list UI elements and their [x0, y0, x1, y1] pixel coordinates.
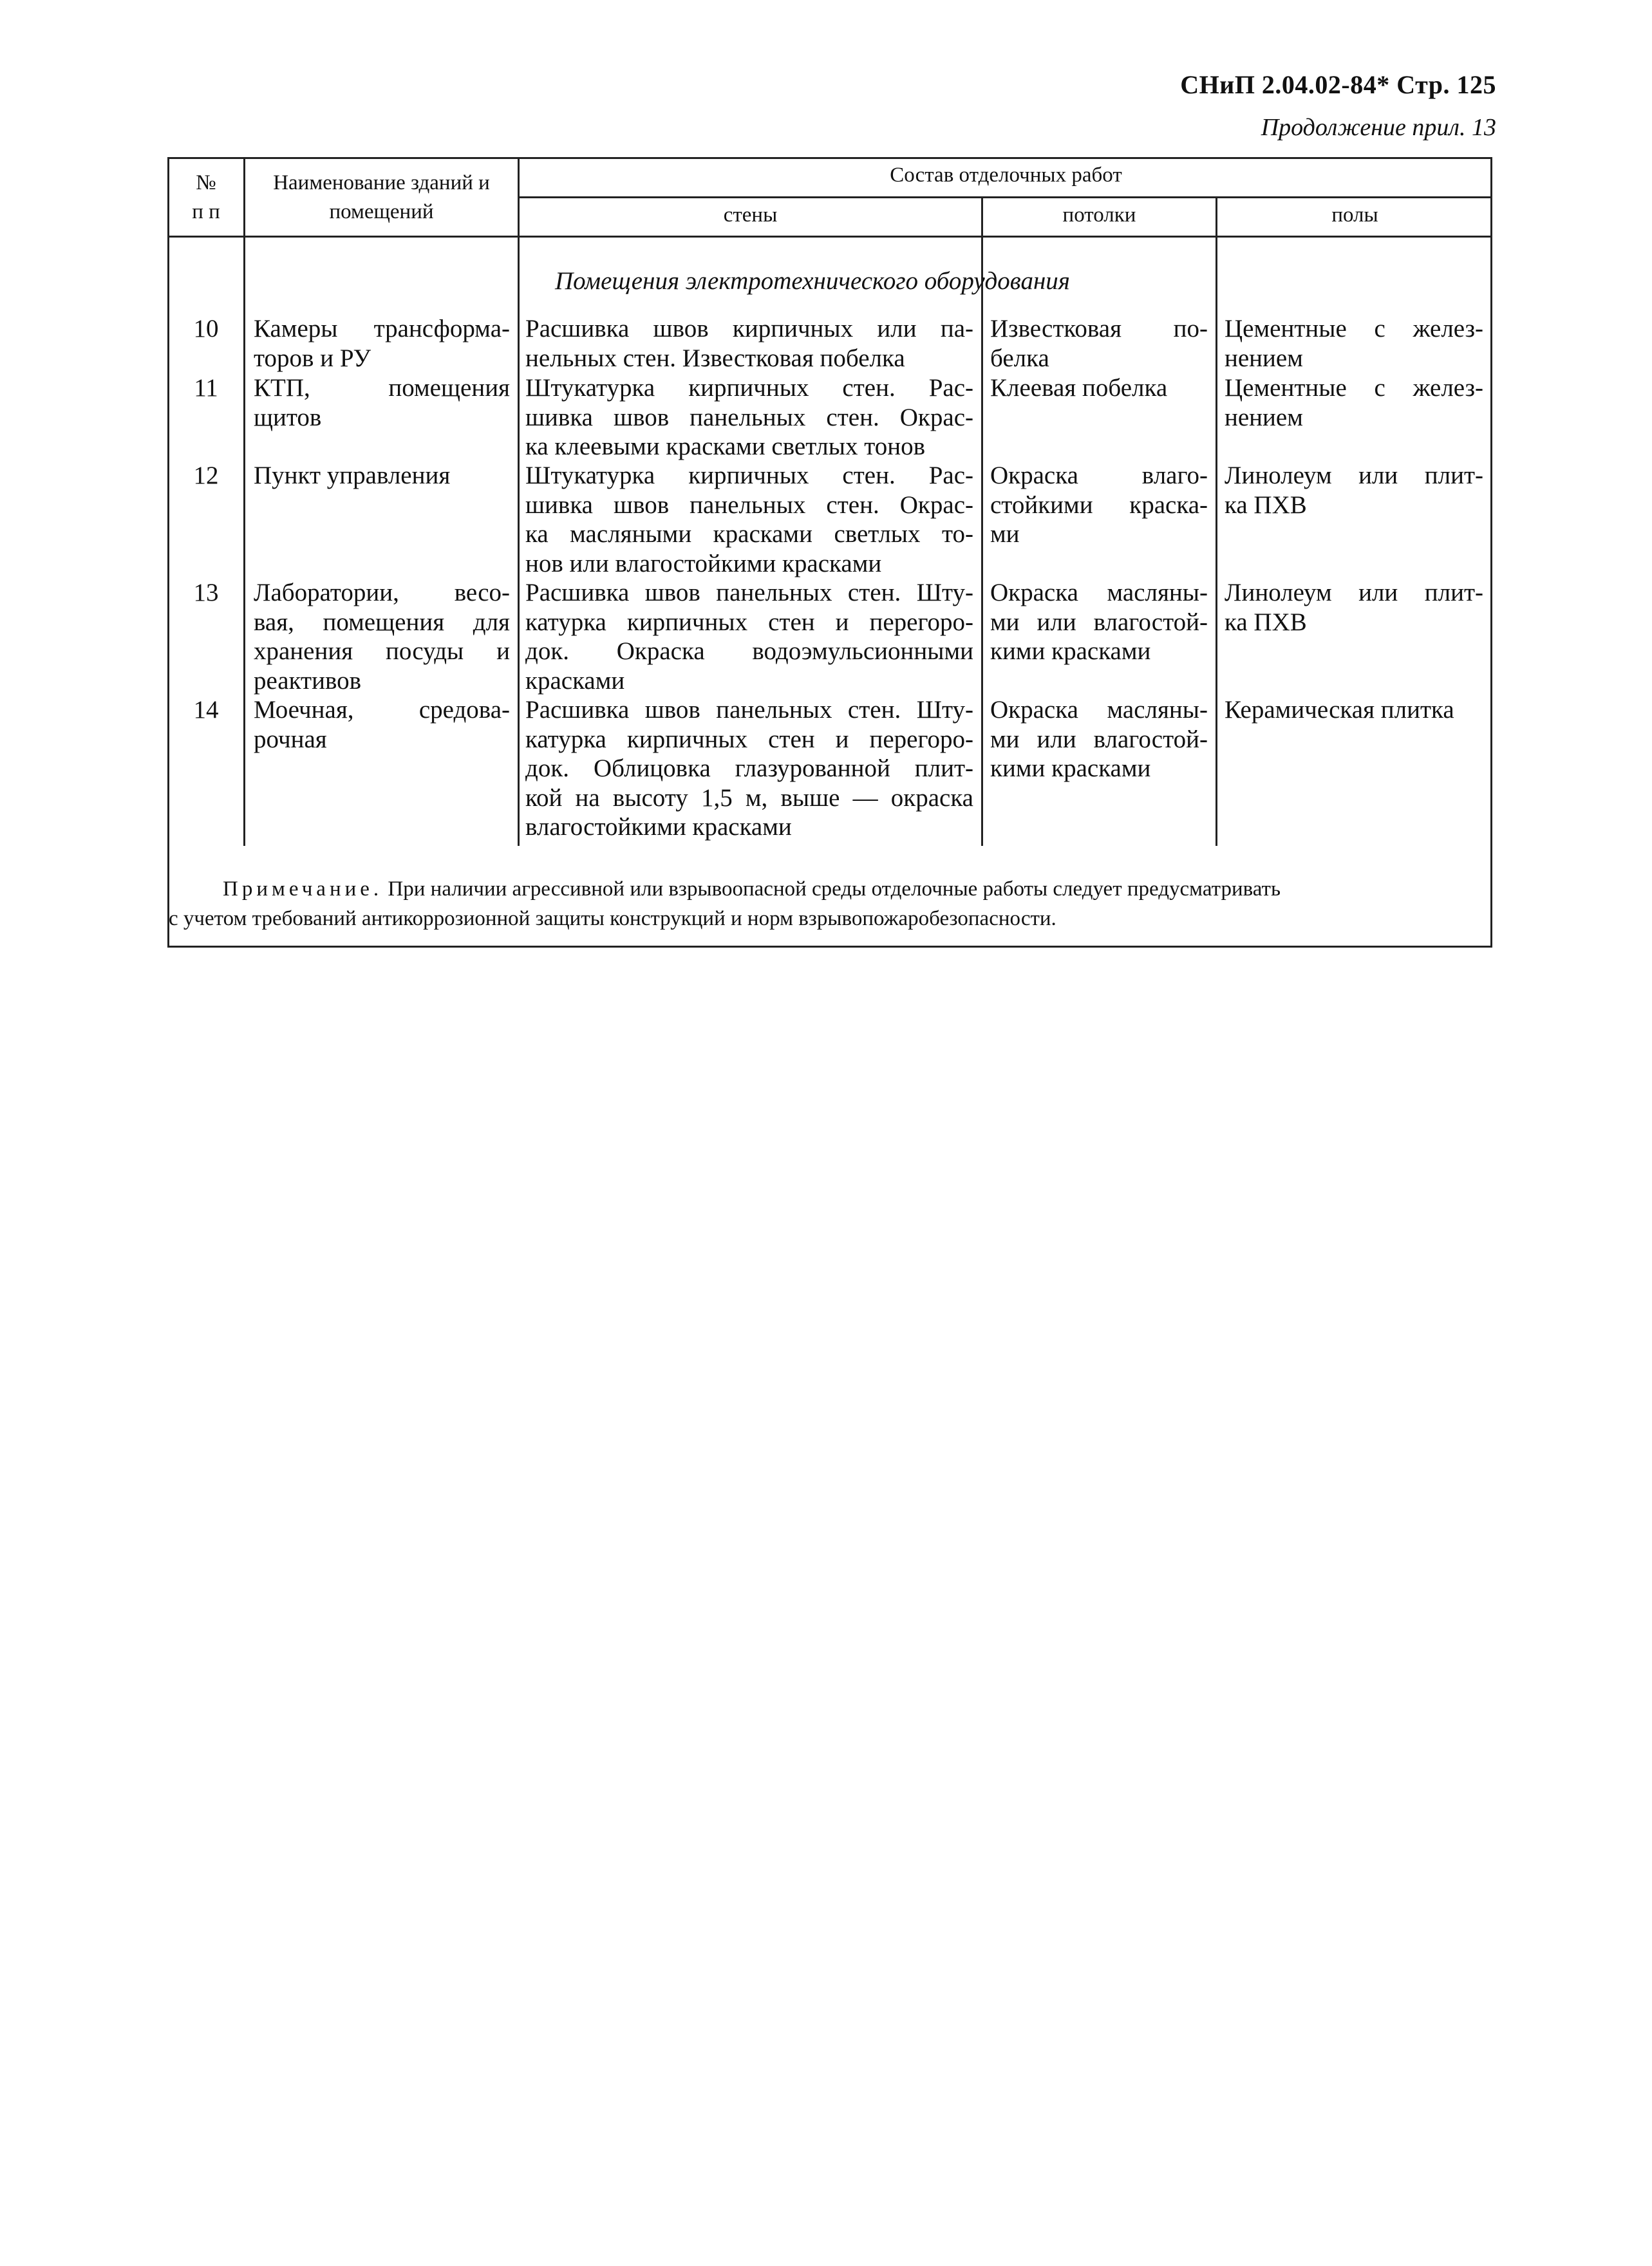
cell-walls-line: док. Облицовка глазурованной плит- [525, 754, 973, 782]
group-header-divider [518, 196, 1491, 198]
cell-ceilings [990, 373, 1208, 403]
cell-walls-line: красками [525, 666, 625, 695]
header-num-line: п п [192, 200, 220, 223]
cell-ceilings-line: Окраска масляны- [990, 579, 1208, 606]
cell-name [254, 461, 510, 491]
document-code: СНиП 2.04.02-84* Стр. 125 [1180, 70, 1496, 99]
row-number: 10 [193, 315, 219, 342]
header-floors: полы [1331, 203, 1378, 227]
cell-ceilings-line: стойкими краска- [990, 491, 1208, 519]
row-number: 12 [193, 462, 219, 489]
cell-floors [1225, 373, 1483, 432]
cell-ceilings-line: Известковая по- [990, 315, 1208, 342]
cell-floors-line: нением [1225, 403, 1303, 431]
cell-name-line: Камеры трансформа- [254, 315, 510, 342]
cell-name-line: хранения посуды и [254, 637, 510, 665]
header-name [245, 169, 518, 226]
row-number: 13 [193, 579, 219, 606]
footnote-label: Примечание. [223, 877, 383, 901]
cell-walls-line: Расшивка швов кирпичных или па- [525, 315, 973, 342]
col-divider-ceilings [1216, 196, 1217, 846]
cell-walls-line: катурка кирпичных стен и перегоро- [525, 608, 973, 636]
cell-floors-line: ка ПХВ [1225, 608, 1307, 636]
cell-ceilings-line: белка [990, 344, 1049, 372]
cell-walls [525, 461, 973, 578]
section-title: Помещения электротехнического оборудования [555, 267, 1070, 295]
header-walls: стены [723, 203, 778, 227]
cell-walls [525, 695, 973, 842]
col-divider-num [243, 157, 245, 846]
cell-walls-line: ка масляными красками светлых то- [525, 520, 973, 548]
col-divider-name [518, 157, 520, 846]
cell-floors-line: Цементные с желез- [1225, 315, 1483, 342]
cell-walls-line: нельных стен. Известковая побелка [525, 344, 905, 372]
cell-ceilings-line: Клеевая побелка [990, 374, 1168, 402]
header-num [169, 169, 243, 226]
cell-floors-line: ка ПХВ [1225, 491, 1307, 519]
cell-walls-line: ка клеевыми красками светлых тонов [525, 433, 926, 460]
footnote [169, 874, 1490, 933]
cell-walls-line: шивка швов панельных стен. Окрас- [525, 403, 973, 431]
cell-walls [525, 373, 973, 462]
footnote-line: с учетом требований антикоррозионной защиты конструкций и норм взрывопожаробезопасности. [169, 907, 1056, 930]
cell-walls [525, 314, 973, 373]
cell-name [254, 373, 510, 432]
row-number: 14 [193, 696, 219, 724]
cell-walls-line: Расшивка швов панельных стен. Шту- [525, 579, 973, 606]
continuation-label: Продолжение прил. 13 [1261, 114, 1496, 141]
cell-walls-line: Расшивка швов панельных стен. Шту- [525, 696, 973, 724]
cell-ceilings [990, 695, 1208, 783]
cell-walls-line: кой на высоту 1,5 м, выше — окраска [525, 783, 973, 812]
cell-name-line: Лаборатории, весо- [254, 579, 510, 606]
cell-ceilings [990, 578, 1208, 666]
cell-floors [1225, 314, 1483, 373]
cell-name-line: торов и РУ [254, 344, 371, 372]
cell-walls-line: Штукатурка кирпичных стен. Рас- [525, 374, 973, 402]
cell-walls-line: катурка кирпичных стен и перегоро- [525, 725, 973, 753]
cell-floors-line: Цементные с желез- [1225, 374, 1483, 402]
cell-name-line: щитов [254, 403, 322, 431]
cell-ceilings-line: Окраска влаго- [990, 462, 1208, 489]
cell-ceilings-line: кими красками [990, 637, 1151, 665]
cell-name [254, 314, 510, 373]
cell-name-line: Пункт управления [254, 462, 451, 489]
cell-floors [1225, 695, 1483, 725]
cell-ceilings-line: Окраска масляны- [990, 696, 1208, 724]
row-number: 11 [194, 374, 218, 402]
cell-walls-line: нов или влагостойкими красками [525, 549, 882, 577]
cell-walls-line: влагостойкими красками [525, 813, 792, 841]
cell-walls-line: Штукатурка кирпичных стен. Рас- [525, 462, 973, 489]
cell-name-line: КТП, помещения [254, 374, 510, 402]
cell-floors [1225, 461, 1483, 520]
cell-name [254, 578, 510, 695]
cell-walls-line: док. Окраска водоэмульсионными [525, 637, 973, 665]
cell-ceilings-line: ми или влагостой- [990, 608, 1208, 636]
cell-floors-line: Керамическая плитка [1225, 696, 1454, 724]
cell-ceilings [990, 461, 1208, 549]
header-ceilings: потолки [1062, 203, 1136, 227]
cell-floors [1225, 578, 1483, 637]
cell-name-line: рочная [254, 725, 327, 753]
cell-floors-line: Линолеум или плит- [1225, 579, 1483, 606]
cell-walls-line: шивка швов панельных стен. Окрас- [525, 491, 973, 519]
cell-name [254, 695, 510, 754]
cell-ceilings-line: ми [990, 520, 1020, 548]
cell-walls [525, 578, 973, 695]
header-bottom-border [167, 236, 1492, 238]
header-group: Состав отделочных работ [890, 164, 1122, 187]
header-name-line: помещений [329, 200, 434, 223]
footnote-line [169, 874, 1490, 904]
cell-ceilings-line: ми или влагостой- [990, 725, 1208, 753]
cell-name-line: реактивов [254, 666, 362, 695]
footnote-text: При наличии агрессивной или взрывоопасной среды отделочные работы следует предусматривать [388, 877, 1281, 901]
header-num-line: № [196, 171, 216, 194]
cell-name-line: Моечная, средова- [254, 696, 510, 724]
cell-ceilings-line: кими красками [990, 754, 1151, 782]
cell-ceilings [990, 314, 1208, 373]
header-name-line: Наименование зданий и [273, 171, 490, 194]
cell-floors-line: Линолеум или плит- [1225, 462, 1483, 489]
cell-name-line: вая, помещения для [254, 608, 510, 636]
cell-floors-line: нением [1225, 344, 1303, 372]
